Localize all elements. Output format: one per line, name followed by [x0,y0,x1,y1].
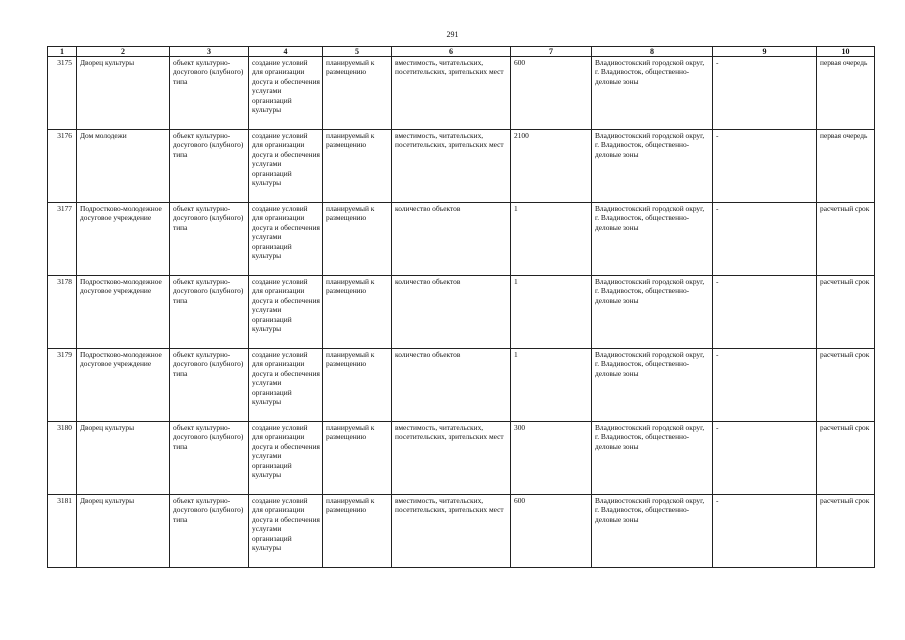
cell-name: Подростково-молодежное досуговое учреждение [77,276,170,349]
cell-location: Владивостокский городской округ, г. Владивосток, общественно-деловые зоны [592,203,713,276]
cell-name: Дворец культуры [77,495,170,568]
cell-location: Владивостокский городской округ, г. Владивосток, общественно-деловые зоны [592,276,713,349]
cell-location: Владивостокский городской округ, г. Владивосток, общественно-деловые зоны [592,349,713,422]
column-header: 6 [392,47,511,57]
cell-term: расчетный срок [817,495,875,568]
cell-location: Владивостокский городской округ, г. Владивосток, общественно-деловые зоны [592,495,713,568]
cell-status: планируемый к размещению [323,349,392,422]
header-row [48,47,875,57]
cell-zone: - [713,57,817,130]
column-header: 2 [77,47,170,57]
table-row [48,203,875,276]
column-header: 5 [323,47,392,57]
cell-type: объект культурно-досугового (клубного) типа [170,422,249,495]
column-header: 3 [170,47,249,57]
cell-name: Подростково-молодежное досуговое учреждение [77,349,170,422]
cell-zone: - [713,130,817,203]
column-header: 10 [817,47,875,57]
cell-location: Владивостокский городской округ, г. Владивосток, общественно-деловые зоны [592,57,713,130]
cell-value: 1 [511,276,592,349]
cell-name: Дворец культуры [77,422,170,495]
cell-characteristic: вместимость, читательских, посетительских, зрительских мест [392,495,511,568]
cell-term: расчетный срок [817,276,875,349]
column-header: 4 [249,47,323,57]
cell-status: планируемый к размещению [323,57,392,130]
table-row [48,495,875,568]
cell-purpose: создание условий для организации досуга и обеспечения услугами организаций культуры [249,349,323,422]
cell-location: Владивостокский городской округ, г. Владивосток, общественно-деловые зоны [592,130,713,203]
cell-value: 300 [511,422,592,495]
table-row [48,130,875,203]
cell-status: планируемый к размещению [323,130,392,203]
cell-number: 3181 [48,495,77,568]
cell-type: объект культурно-досугового (клубного) типа [170,57,249,130]
cell-term: первая очередь [817,130,875,203]
cell-purpose: создание условий для организации досуга и обеспечения услугами организаций культуры [249,130,323,203]
column-header: 9 [713,47,817,57]
cell-value: 1 [511,203,592,276]
cell-characteristic: количество объектов [392,349,511,422]
cell-name: Дом молодежи [77,130,170,203]
cell-type: объект культурно-досугового (клубного) типа [170,495,249,568]
table-row [48,422,875,495]
cell-characteristic: количество объектов [392,276,511,349]
cell-number: 3176 [48,130,77,203]
cell-term: первая очередь [817,57,875,130]
column-header: 1 [48,47,77,57]
cell-type: объект культурно-досугового (клубного) типа [170,203,249,276]
cell-type: объект культурно-досугового (клубного) типа [170,130,249,203]
cell-term: расчетный срок [817,203,875,276]
cell-zone: - [713,349,817,422]
cell-term: расчетный срок [817,349,875,422]
cell-number: 3179 [48,349,77,422]
table-row [48,57,875,130]
cell-value: 600 [511,495,592,568]
cell-zone: - [713,276,817,349]
cell-name: Дворец культуры [77,57,170,130]
cell-term: расчетный срок [817,422,875,495]
cell-characteristic: вместимость, читательских, посетительских, зрительских мест [392,422,511,495]
column-header: 7 [511,47,592,57]
table-row [48,349,875,422]
objects-table [47,46,875,568]
cell-value: 2100 [511,130,592,203]
cell-number: 3180 [48,422,77,495]
cell-zone: - [713,203,817,276]
cell-characteristic: количество объектов [392,203,511,276]
cell-status: планируемый к размещению [323,422,392,495]
page-number: 291 [446,30,459,39]
cell-value: 1 [511,349,592,422]
cell-characteristic: вместимость, читательских, посетительских, зрительских мест [392,57,511,130]
cell-purpose: создание условий для организации досуга и обеспечения услугами организаций культуры [249,422,323,495]
table-row [48,276,875,349]
column-header: 8 [592,47,713,57]
cell-name: Подростково-молодежное досуговое учреждение [77,203,170,276]
cell-status: планируемый к размещению [323,276,392,349]
cell-value: 600 [511,57,592,130]
cell-number: 3175 [48,57,77,130]
cell-zone: - [713,495,817,568]
cell-purpose: создание условий для организации досуга и обеспечения услугами организаций культуры [249,57,323,130]
cell-status: планируемый к размещению [323,203,392,276]
cell-purpose: создание условий для организации досуга и обеспечения услугами организаций культуры [249,203,323,276]
cell-type: объект культурно-досугового (клубного) типа [170,276,249,349]
cell-purpose: создание условий для организации досуга и обеспечения услугами организаций культуры [249,276,323,349]
cell-number: 3178 [48,276,77,349]
cell-zone: - [713,422,817,495]
cell-type: объект культурно-досугового (клубного) типа [170,349,249,422]
cell-location: Владивостокский городской округ, г. Владивосток, общественно-деловые зоны [592,422,713,495]
cell-purpose: создание условий для организации досуга и обеспечения услугами организаций культуры [249,495,323,568]
cell-status: планируемый к размещению [323,495,392,568]
cell-number: 3177 [48,203,77,276]
cell-characteristic: вместимость, читательских, посетительских, зрительских мест [392,130,511,203]
